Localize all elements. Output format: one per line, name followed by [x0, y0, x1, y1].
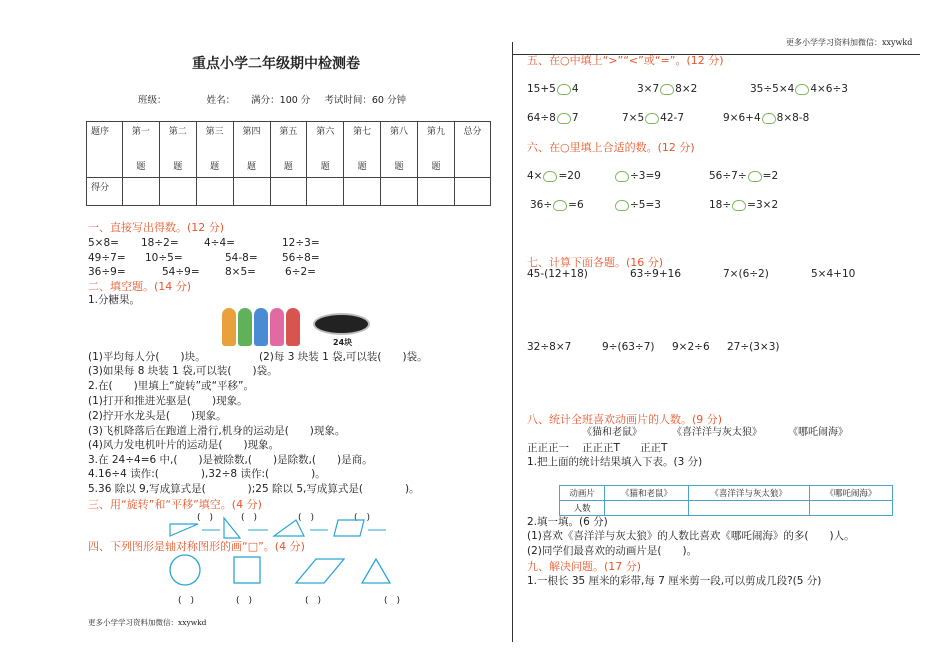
- section-6-title: 六、在○里填上合适的数。(12 分): [527, 141, 695, 154]
- s1-item: 49÷7=: [88, 252, 126, 264]
- answer-bubble[interactable]: [543, 171, 557, 182]
- s7-item: 9×2÷6: [672, 341, 710, 353]
- s3-blank[interactable]: ( ): [241, 513, 258, 523]
- footer-note: 更多小学学习资料加微信：xxywkd: [88, 618, 207, 627]
- s1-item: 54÷9=: [162, 266, 200, 278]
- s1-item: 54-8=: [225, 252, 258, 264]
- s5-item: 15+5 4: [527, 83, 579, 95]
- s2-q5: 5.36 除以 9,写成算式是( );25 除以 5,写成算式是( )。: [88, 483, 420, 495]
- score-cell[interactable]: [123, 178, 160, 206]
- score-col: 第六 题: [307, 122, 344, 178]
- s6-item: 4× =20: [527, 170, 581, 182]
- answer-bubble[interactable]: [732, 200, 746, 211]
- s7-item: 32÷8×7: [527, 341, 572, 353]
- score-row-label: 得分: [87, 178, 123, 206]
- s1-item: 8×5=: [225, 266, 256, 278]
- s6-item: ÷5=3: [614, 199, 661, 212]
- section-9-title: 九、解决问题。(17 分): [527, 560, 642, 573]
- stat-head: 《喜洋洋与灰太狼》: [688, 486, 809, 501]
- s1-item: 56÷8=: [282, 252, 320, 264]
- exam-time: 考试时间：60 分钟: [324, 95, 406, 106]
- stat-cell[interactable]: [605, 501, 688, 516]
- s8-q2: 2.填一填。(6 分): [527, 516, 608, 528]
- column-divider: [512, 42, 513, 642]
- score-col: 第一 题: [123, 122, 160, 178]
- s6-item: 18÷ =3×2: [709, 199, 779, 211]
- s2-q2a: (1)打开和推进光驱是( )现象。: [88, 395, 248, 407]
- s8-q1: 1.把上面的统计结果填入下表。(3 分): [527, 456, 703, 468]
- s1-item: 10÷5=: [145, 252, 183, 264]
- s4-blank[interactable]: ( ): [178, 596, 195, 606]
- stat-table: [559, 485, 893, 516]
- section-1-title: 一、直接写出得数。(12 分): [88, 221, 225, 234]
- s2-q3: 3.在 24÷4=6 中,( )是被除数,( )是除数,( )是商。: [88, 454, 373, 466]
- score-table: [86, 121, 491, 206]
- info-line: [138, 95, 406, 107]
- s1-item: 12÷3=: [282, 237, 320, 249]
- score-cell[interactable]: [159, 178, 196, 206]
- s2-q1a: (1)平均每人分( )块。: [88, 351, 206, 363]
- answer-bubble[interactable]: [615, 171, 629, 182]
- s8-q2a: (1)喜欢《喜洋洋与灰太狼》的人数比喜欢《哪吒闹海》的多( )人。: [527, 530, 855, 542]
- score-head: 题序: [87, 122, 123, 178]
- s2-q2: 2.在( )里填上“旋转”或“平移”。: [88, 380, 254, 392]
- score-cell[interactable]: [270, 178, 307, 206]
- s2-q2c: (3)飞机降落后在跑道上滑行,机身的运动是( )现象。: [88, 425, 346, 437]
- s7-item: 63÷9+16: [630, 268, 681, 280]
- section-2-title: 二、填空题。(14 分): [88, 280, 192, 293]
- s1-item: 4÷4=: [204, 237, 235, 249]
- s3-blank[interactable]: ( ): [298, 513, 315, 523]
- s6-item: ÷3=9: [614, 170, 661, 183]
- s8-q2b: (2)同学们最喜欢的动画片是( )。: [527, 545, 698, 557]
- tally: 正正正一: [527, 442, 569, 454]
- s2-q4: 4.16÷4 读作:( ),32÷8 读作:( )。: [88, 468, 326, 480]
- s6-item: 56÷7÷ =2: [709, 170, 779, 182]
- stat-cell[interactable]: [809, 501, 892, 516]
- s1-item: 5×8=: [88, 237, 119, 249]
- s3-blank[interactable]: ( ): [354, 513, 371, 523]
- cartoon-name: 《猫和老鼠》: [582, 427, 642, 438]
- score-col: 第二 题: [159, 122, 196, 178]
- s1-item: 36÷9=: [88, 266, 126, 278]
- stat-cell[interactable]: [688, 501, 809, 516]
- name-label: 姓名：: [206, 95, 236, 106]
- s4-blank[interactable]: ( ): [384, 596, 401, 606]
- s6-item: 36÷ =6: [530, 199, 584, 211]
- s5-item: 7×5 42-7: [622, 112, 685, 124]
- stat-head: 《猫和老鼠》: [605, 486, 688, 501]
- symmetry-figures: [168, 553, 408, 587]
- s9-q1: 1.一根长 35 厘米的彩带,每 7 厘米剪一段,可以剪成几段?(5 分): [527, 575, 822, 587]
- transform-figures: [168, 516, 400, 540]
- tally: 正正T: [640, 442, 668, 454]
- score-cell[interactable]: [233, 178, 270, 206]
- s2-q1c: (3)如果每 8 块装 1 袋,可以装( )袋。: [88, 365, 278, 377]
- s4-blank[interactable]: ( ): [305, 596, 322, 606]
- tally: 正正正T: [582, 442, 620, 454]
- compare-bubble[interactable]: [557, 84, 571, 95]
- section-5-title: 五、在○中填上“>”“<”或“=”。(12 分): [527, 54, 724, 67]
- s1-item: 6÷2=: [285, 266, 316, 278]
- page-title: 重点小学二年级期中检测卷: [192, 56, 360, 72]
- stat-row-label: 人数: [560, 501, 605, 516]
- compare-bubble[interactable]: [557, 113, 571, 124]
- s2-q2d: (4)风力发电机叶片的运动是( )现象。: [88, 439, 280, 451]
- candy-plate-icon: [313, 313, 370, 335]
- score-col: 第三 题: [196, 122, 233, 178]
- score-cell[interactable]: [307, 178, 344, 206]
- answer-bubble[interactable]: [553, 200, 567, 211]
- full-score: 满分：100 分: [251, 95, 311, 106]
- score-cell[interactable]: [381, 178, 418, 206]
- s7-item: 9÷(63÷7): [602, 341, 655, 353]
- s5-item: 35÷5×4 4×6÷3: [750, 83, 848, 95]
- score-col: 第九 题: [418, 122, 455, 178]
- compare-bubble[interactable]: [795, 84, 809, 95]
- s7-item: 45-(12+18): [527, 268, 588, 280]
- score-col: 第四 题: [233, 122, 270, 178]
- score-col: 第八 题: [381, 122, 418, 178]
- section-3-title: 三、用“旋转”和“平移”填空。(4 分): [88, 498, 262, 511]
- cartoon-name: 《哪吒闹海》: [788, 427, 848, 438]
- score-total: 总分: [455, 122, 491, 178]
- score-col: 第七 题: [344, 122, 381, 178]
- header-note: 更多小学学习资料加微信：xxywkd: [786, 38, 913, 47]
- stat-head: 《哪吒闹海》: [809, 486, 892, 501]
- class-label: 班级：: [138, 95, 167, 106]
- compare-bubble[interactable]: [660, 84, 674, 95]
- s5-item: 64÷8 7: [527, 112, 579, 124]
- score-cell[interactable]: [196, 178, 233, 206]
- s2-q1b: (2)每 3 块装 1 袋,可以装( )袋。: [259, 351, 428, 363]
- candy-label: 24块: [333, 338, 353, 347]
- score-col: 第五 题: [270, 122, 307, 178]
- section-4-title: 四、下列图形是轴对称图形的画“□”。(4 分): [88, 540, 305, 553]
- s7-item: 27÷(3×3): [727, 341, 780, 353]
- s3-blank[interactable]: ( ): [197, 513, 214, 523]
- compare-bubble[interactable]: [762, 113, 776, 124]
- score-cell[interactable]: [418, 178, 455, 206]
- answer-bubble[interactable]: [748, 171, 762, 182]
- s2-q1: 1.分糖果。: [88, 294, 141, 306]
- s7-item: 5×4+10: [811, 268, 856, 280]
- s5-item: 9×6+4 8×8-8: [723, 112, 810, 124]
- stat-head: 动画片: [560, 486, 605, 501]
- answer-bubble[interactable]: [615, 200, 629, 211]
- s4-blank[interactable]: ( ): [236, 596, 253, 606]
- cartoon-name: 《喜洋洋与灰太狼》: [672, 427, 762, 438]
- s5-item: 3×7 8×2: [637, 83, 698, 95]
- s1-item: 18÷2=: [141, 237, 179, 249]
- section-7-title: 七、计算下面各题。(16 分): [527, 256, 664, 269]
- compare-bubble[interactable]: [645, 113, 659, 124]
- section-8-title: 八、统计全班喜欢动画片的人数。(9 分): [527, 413, 723, 426]
- score-cell[interactable]: [344, 178, 381, 206]
- s7-item: 7×(6÷2): [723, 268, 769, 280]
- s2-q2b: (2)拧开水龙头是( )现象。: [88, 410, 227, 422]
- score-cell[interactable]: [455, 178, 491, 206]
